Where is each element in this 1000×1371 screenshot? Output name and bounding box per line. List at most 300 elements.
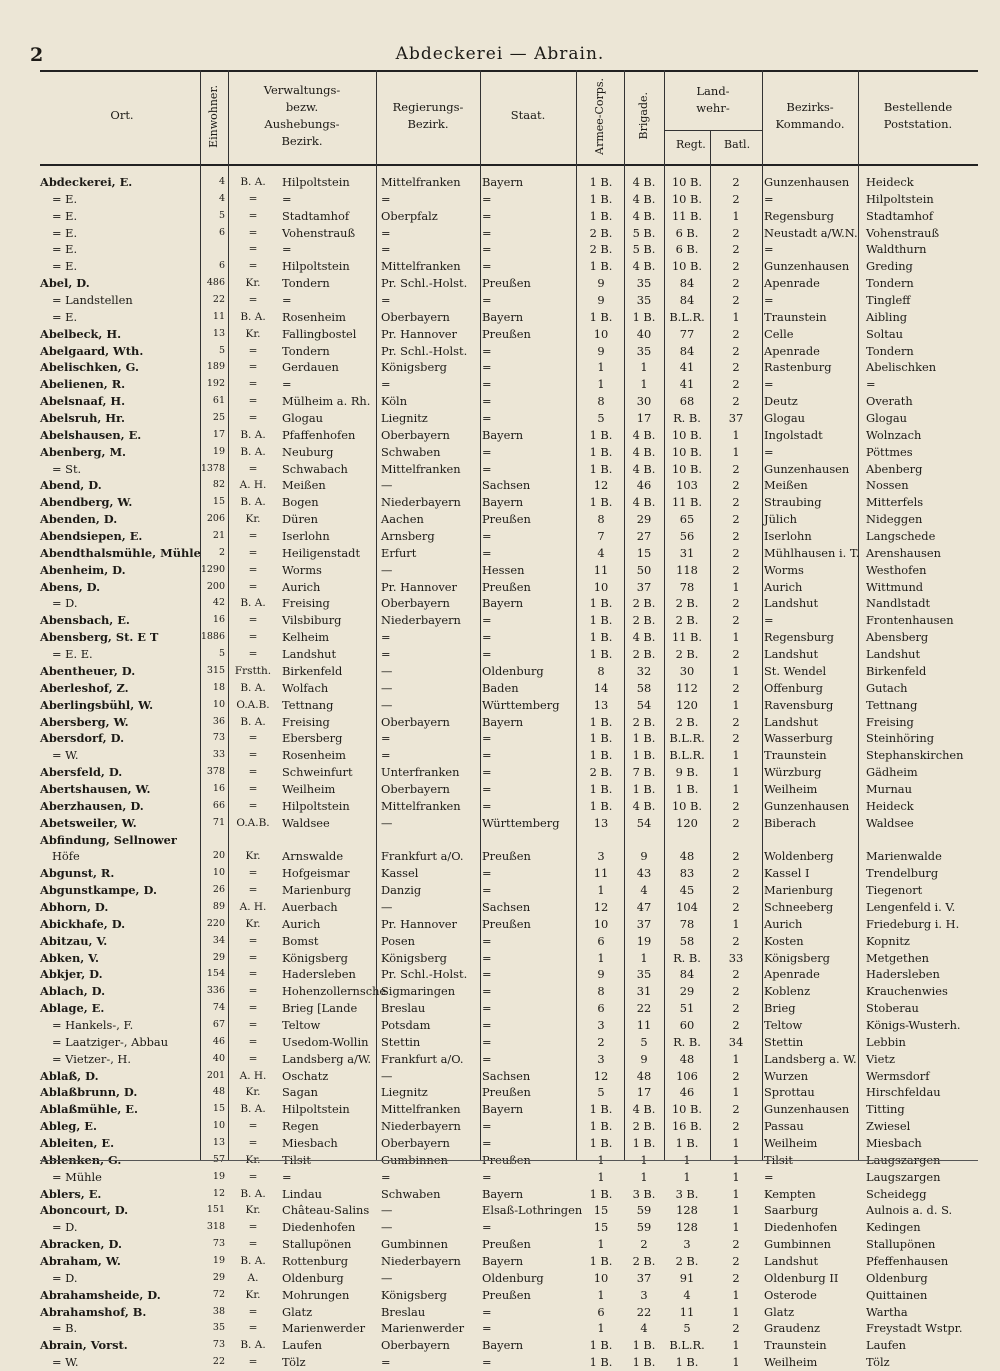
verwaltung-type: = [248, 462, 258, 475]
table-row [0, 1270, 1000, 1287]
verwaltung-type: B. A. [240, 310, 266, 323]
bezirkskommando: Landsberg a. W. [764, 1051, 857, 1066]
armee-corps: 1 B. [589, 714, 613, 729]
table-row [0, 494, 1000, 511]
poststation: Pfeffenhausen [866, 1254, 949, 1268]
table-row [0, 258, 1000, 275]
bezirk: Landsberg a/W. [282, 1051, 372, 1066]
regierungsbezirk: Niederbayern [381, 1119, 461, 1134]
poststation: Gutach [866, 680, 908, 695]
staat: Bayern [482, 175, 524, 189]
regierungsbezirk: Gumbinnen [381, 1152, 448, 1167]
bezirk: Rosenheim [282, 309, 346, 324]
regierungsbezirk: — [381, 680, 393, 695]
landwehr-regiment: 104 [676, 899, 698, 914]
poststation: Tiegenort [866, 883, 923, 898]
table-row [0, 815, 1000, 832]
table-row [0, 1253, 1000, 1270]
regierungsbezirk: Niederbayern [381, 1254, 461, 1268]
bezirkskommando: Aurich [764, 916, 803, 931]
landwehr-regiment: 10 B. [671, 259, 703, 274]
poststation: Tettnang [866, 697, 918, 712]
verwaltung-type: = [248, 985, 258, 998]
brigade: 35 [636, 967, 652, 982]
bezirk: Hohenzollernsche [282, 984, 387, 999]
staat: = [482, 1304, 492, 1319]
place-name: Ablers, E. [40, 1186, 102, 1201]
bezirk: Tondern [282, 343, 330, 358]
landwehr-regiment: 46 [679, 1085, 695, 1100]
bezirkskommando: Kempten [764, 1186, 816, 1201]
armee-corps: 1 B. [589, 495, 613, 510]
place-name: Abersdorf, D. [40, 731, 125, 746]
regierungsbezirk: Pr. Hannover [381, 916, 457, 931]
place-name: = D. [52, 596, 78, 611]
bezirk: Freising [282, 596, 330, 611]
header-kommando: Bezirks- Kommando. [775, 99, 845, 131]
regierungsbezirk: = [381, 377, 391, 392]
armee-corps: 2 B. [589, 765, 613, 780]
verwaltung-type: = [248, 546, 258, 559]
armee-corps: 1 B. [589, 1355, 613, 1370]
bezirkskommando: Landshut [764, 647, 819, 662]
armee-corps: 9 [597, 967, 605, 982]
table-row [0, 1084, 1000, 1101]
verwaltung-type: = [248, 378, 258, 391]
bezirkskommando: Landshut [764, 1254, 819, 1268]
armee-corps: 9 [597, 293, 605, 308]
einwohner-count: 5 [218, 344, 225, 356]
einwohner-count: 71 [212, 816, 225, 828]
place-name: = D. [52, 1220, 78, 1235]
verwaltung-type: Kr. [245, 1204, 261, 1217]
bezirkskommando: Gunzenhausen [764, 798, 850, 813]
table-row [0, 309, 1000, 326]
landwehr-regiment: 11 B. [671, 208, 703, 223]
verwaltung-type: O.A.B. [236, 816, 270, 829]
bezirk: Schwabach [282, 461, 348, 476]
armee-corps: 1 [597, 1321, 605, 1336]
verwaltung-type: = [248, 1018, 258, 1031]
verwaltung-type: = [248, 563, 258, 576]
header-landwehr: Land- wehr- [696, 83, 730, 115]
landwehr-bataillon: 2 [732, 1119, 740, 1134]
bezirk: = [282, 293, 292, 308]
staat: = [482, 242, 492, 257]
verwaltung-type: Kr. [245, 277, 261, 290]
brigade: 4 B. [632, 175, 656, 189]
poststation: Krauchenwies [866, 984, 948, 999]
place-name: Abensberg, St. E T [40, 630, 159, 645]
bezirk: Düren [282, 512, 318, 527]
landwehr-bataillon: 37 [728, 411, 744, 426]
armee-corps: 1 [597, 1287, 605, 1302]
brigade: 4 B. [632, 798, 656, 813]
poststation: Wittmund [866, 579, 924, 594]
verwaltung-type: Frstth. [234, 664, 272, 677]
armee-corps: 1 B. [589, 1102, 613, 1117]
verwaltung-type: B. A. [240, 176, 266, 188]
einwohner-count: 89 [212, 900, 225, 912]
poststation: Wartha [866, 1304, 908, 1319]
table-row [0, 562, 1000, 579]
poststation: Titting [866, 1102, 905, 1117]
poststation: Overath [866, 394, 913, 409]
bezirk: Neuburg [282, 444, 334, 459]
poststation: Marienwalde [866, 849, 942, 864]
einwohner-count: 13 [212, 1136, 225, 1148]
regierungsbezirk: Erfurt [381, 545, 417, 560]
table-row [0, 1337, 1000, 1354]
regierungsbezirk: = [381, 630, 391, 645]
bezirkskommando: Weilheim [764, 1135, 818, 1150]
einwohner-count: 22 [212, 1356, 225, 1368]
place-name: Ableiten, E. [40, 1135, 115, 1150]
regierungsbezirk: = [381, 1355, 391, 1370]
staat: = [482, 461, 492, 476]
place-name: = W. [52, 748, 79, 763]
bezirkskommando: Gumbinnen [764, 1237, 831, 1252]
bezirk: Laufen [282, 1338, 322, 1353]
bezirkskommando: Iserlohn [764, 529, 812, 544]
poststation: Quittainen [866, 1287, 928, 1302]
place-name: Abelbeck, H. [40, 326, 122, 341]
landwehr-regiment: 106 [676, 1068, 698, 1083]
poststation: Kedingen [866, 1220, 921, 1235]
einwohner-count: 67 [212, 1018, 225, 1030]
bezirkskommando: Koblenz [764, 984, 811, 999]
brigade: 59 [636, 1203, 652, 1218]
regierungsbezirk: Pr. Hannover [381, 579, 457, 594]
brigade: 4 B. [632, 1102, 656, 1117]
landwehr-bataillon: 1 [732, 1169, 740, 1184]
landwehr-bataillon: 2 [732, 798, 740, 813]
staat: Bayern [482, 1186, 524, 1201]
landwehr-bataillon: 2 [732, 478, 740, 493]
bezirk: Fallingbostel [282, 326, 357, 341]
regierungsbezirk: Mittelfranken [381, 175, 461, 189]
einwohner-count: 21 [212, 530, 225, 542]
table-row [0, 865, 1000, 882]
place-name: Ablenken, G. [40, 1152, 122, 1167]
brigade: 29 [636, 512, 652, 527]
brigade: 48 [636, 1068, 652, 1083]
brigade: 3 [640, 1287, 648, 1302]
poststation: Abensberg [866, 630, 929, 645]
poststation: Murnau [866, 781, 912, 796]
poststation: Stoberau [866, 1001, 919, 1016]
verwaltung-type: Kr. [245, 850, 261, 863]
einwohner-count: 315 [206, 664, 225, 676]
staat: Preußen [482, 276, 531, 291]
brigade: 43 [636, 866, 652, 881]
bezirkskommando: Ingolstadt [764, 427, 823, 442]
landwehr-bataillon: 2 [732, 1237, 740, 1252]
regierungsbezirk: = [381, 1169, 391, 1184]
landwehr-bataillon: 2 [732, 613, 740, 628]
regierungsbezirk: Mittelfranken [381, 1102, 461, 1117]
bezirkskommando: Diedenhofen [764, 1220, 838, 1235]
table-row [0, 730, 1000, 747]
einwohner-count: 17 [212, 428, 225, 440]
verwaltung-type: = [248, 226, 258, 239]
landwehr-regiment: 1 [683, 1169, 691, 1184]
poststation: Stallupönen [866, 1237, 936, 1252]
poststation: Laufen [866, 1338, 906, 1353]
bezirk: Hilpoltstein [282, 259, 350, 274]
regierungsbezirk: Oberbayern [381, 1135, 450, 1150]
place-name: Abetsweiler, W. [40, 815, 137, 830]
staat: = [482, 950, 492, 965]
poststation: Oldenburg [866, 1270, 928, 1285]
landwehr-regiment: 84 [679, 293, 695, 308]
bezirkskommando: Gunzenhausen [764, 175, 850, 189]
verwaltung-type: = [248, 1002, 258, 1015]
table-row [0, 1236, 1000, 1253]
brigade: 50 [636, 562, 652, 577]
armee-corps: 1 [597, 1152, 605, 1167]
armee-corps: 1 B. [589, 1119, 613, 1134]
regierungsbezirk: — [381, 899, 393, 914]
landwehr-bataillon: 1 [732, 208, 740, 223]
einwohner-count: 38 [212, 1305, 225, 1317]
bezirkskommando: Weilheim [764, 781, 818, 796]
brigade: 4 B. [632, 630, 656, 645]
staat: = [482, 259, 492, 274]
place-name: = D. [52, 1270, 78, 1285]
table-row [0, 1202, 1000, 1219]
brigade: 4 [640, 1321, 648, 1336]
landwehr-bataillon: 2 [732, 731, 740, 746]
brigade: 15 [636, 545, 652, 560]
staat: = [482, 967, 492, 982]
landwehr-bataillon: 2 [732, 225, 740, 240]
einwohner-count: 4 [218, 176, 225, 187]
place-name: Abdeckerei, E. [40, 175, 133, 189]
brigade: 2 B. [632, 1254, 656, 1268]
landwehr-regiment: 84 [679, 967, 695, 982]
landwehr-bataillon: 2 [732, 883, 740, 898]
staat: Preußen [482, 579, 531, 594]
brigade: 37 [636, 579, 652, 594]
verwaltung-type: B. A. [240, 445, 266, 458]
armee-corps: 1 B. [589, 309, 613, 324]
landwehr-bataillon: 2 [732, 1254, 740, 1268]
armee-corps: 9 [597, 343, 605, 358]
armee-corps: 10 [593, 326, 609, 341]
table-row [0, 225, 1000, 242]
table-row [0, 832, 1000, 849]
verwaltung-type: = [248, 243, 258, 256]
place-name: Abersberg, W. [40, 714, 129, 729]
regierungsbezirk: Oberpfalz [381, 208, 438, 223]
staat: Bayern [482, 309, 524, 324]
landwehr-regiment: 16 B. [671, 1119, 703, 1134]
staat: Bayern [482, 1102, 524, 1117]
staat: Oldenburg [482, 1270, 544, 1285]
landwehr-bataillon: 1 [732, 697, 740, 712]
regierungsbezirk: Aachen [381, 512, 424, 527]
place-name: Abitzau, V. [40, 933, 108, 948]
bezirkskommando: Saarburg [764, 1203, 819, 1218]
armee-corps: 10 [593, 1270, 609, 1285]
table-row [0, 629, 1000, 646]
bezirk: Meißen [282, 478, 326, 493]
bezirkskommando: Meißen [764, 478, 808, 493]
bezirk: Vohenstrauß [282, 225, 356, 240]
armee-corps: 8 [597, 394, 605, 409]
bezirk: Hilpoltstein [282, 175, 350, 189]
landwehr-regiment: 2 B. [675, 647, 699, 662]
regierungsbezirk: = [381, 293, 391, 308]
landwehr-regiment: 9 B. [675, 765, 699, 780]
bezirkskommando: Woldenberg [764, 849, 834, 864]
bezirk: Auerbach [282, 899, 338, 914]
landwehr-bataillon: 2 [732, 815, 740, 830]
armee-corps: 1 [597, 377, 605, 392]
place-name: = Hankels-, F. [52, 1017, 134, 1032]
brigade: 22 [636, 1304, 652, 1319]
regierungsbezirk: Oberbayern [381, 309, 450, 324]
verwaltung-type: A. H. [239, 900, 267, 913]
staat: = [482, 647, 492, 662]
staat: = [482, 781, 492, 796]
landwehr-regiment: 2 B. [675, 613, 699, 628]
staat: Preußen [482, 916, 531, 931]
table-row [0, 1186, 1000, 1203]
staat: Bayern [482, 495, 524, 510]
table-row [0, 595, 1000, 612]
regierungsbezirk: Oberbayern [381, 596, 450, 611]
table-row [0, 376, 1000, 393]
landwehr-bataillon: 33 [728, 950, 744, 965]
regierungsbezirk: Gumbinnen [381, 1237, 448, 1252]
landwehr-regiment: 120 [676, 697, 698, 712]
brigade: 1 B. [632, 731, 656, 746]
poststation: Tingleff [866, 293, 911, 308]
einwohner-count: 48 [212, 1086, 225, 1098]
bezirk: Tondern [282, 276, 330, 291]
brigade: 1 B. [632, 309, 656, 324]
regierungsbezirk: Königsberg [381, 1287, 447, 1302]
brigade: 1 B. [632, 1338, 656, 1353]
armee-corps: 1 B. [589, 731, 613, 746]
place-name: Ablaß, D. [40, 1068, 99, 1083]
regierungsbezirk: Mittelfranken [381, 461, 461, 476]
landwehr-regiment: 120 [676, 815, 698, 830]
place-name: = E. [52, 225, 78, 240]
landwehr-regiment: 60 [679, 1017, 695, 1032]
bezirk: Iserlohn [282, 529, 330, 544]
poststation: Landshut [866, 647, 921, 662]
einwohner-count: 42 [212, 597, 225, 609]
place-name: Abgunst, R. [40, 866, 115, 881]
landwehr-bataillon: 2 [732, 1068, 740, 1083]
einwohner-count: 26 [212, 884, 225, 896]
landwehr-regiment: 2 B. [675, 596, 699, 611]
place-name: Ablaßbrunn, D. [40, 1085, 138, 1100]
verwaltung-type: B. A. [240, 1339, 266, 1352]
bezirkskommando: Schneeberg [764, 899, 834, 914]
bezirkskommando: Traunstein [764, 748, 827, 763]
landwehr-regiment: 48 [679, 849, 695, 864]
landwehr-bataillon: 2 [732, 1321, 740, 1336]
landwehr-regiment: 77 [679, 326, 695, 341]
armee-corps: 1 B. [589, 208, 613, 223]
poststation: Scheidegg [866, 1186, 927, 1201]
poststation: Nideggen [866, 512, 923, 527]
bezirkskommando: Würzburg [764, 765, 822, 780]
table-row [0, 612, 1000, 629]
bezirkskommando: = [764, 377, 774, 392]
brigade: 35 [636, 293, 652, 308]
armee-corps: 7 [597, 529, 605, 544]
regierungsbezirk: — [381, 697, 393, 712]
einwohner-count: 206 [206, 513, 225, 525]
landwehr-regiment: 56 [679, 529, 695, 544]
verwaltung-type: B. A. [240, 681, 266, 694]
brigade: 1 [640, 360, 648, 375]
brigade: 4 B. [632, 495, 656, 510]
brigade: 32 [636, 663, 652, 678]
einwohner-count: 73 [212, 732, 225, 744]
poststation: Wermsdorf [866, 1068, 930, 1083]
regierungsbezirk: — [381, 1068, 393, 1083]
einwohner-count: 486 [206, 277, 225, 289]
verwaltung-type: = [248, 614, 258, 627]
landwehr-bataillon: 2 [732, 647, 740, 662]
armee-corps: 1 B. [589, 798, 613, 813]
table-row [0, 966, 1000, 983]
landwehr-regiment: 51 [679, 1001, 695, 1016]
einwohner-count: 189 [206, 361, 225, 373]
armee-corps: 5 [597, 1085, 605, 1100]
bezirkskommando: Passau [764, 1119, 804, 1134]
armee-corps: 1 [597, 950, 605, 965]
landwehr-bataillon: 1 [732, 1085, 740, 1100]
table-row [0, 747, 1000, 764]
brigade: 1 B. [632, 781, 656, 796]
landwehr-bataillon: 1 [732, 427, 740, 442]
landwehr-regiment: B.L.R. [669, 309, 705, 324]
landwehr-regiment: R. B. [673, 950, 701, 965]
landwehr-regiment: 41 [679, 377, 695, 392]
header-ort: Ort. [110, 108, 134, 123]
regierungsbezirk: Oberbayern [381, 714, 450, 729]
landwehr-regiment: 29 [679, 984, 695, 999]
place-name: Abens, D. [40, 579, 101, 594]
bezirkskommando: Oldenburg II [764, 1270, 839, 1285]
staat: Württemberg [482, 815, 560, 830]
place-name: Abfindung, Sellnower [40, 832, 177, 847]
verwaltung-type: = [248, 1322, 258, 1335]
table-row [0, 663, 1000, 680]
staat: Sachsen [482, 1068, 531, 1083]
verwaltung-type: Kr. [245, 1086, 261, 1099]
einwohner-count: 29 [212, 1271, 225, 1283]
armee-corps: 12 [593, 478, 609, 493]
brigade: 9 [640, 849, 648, 864]
place-name: Abenberg, M. [40, 444, 127, 459]
brigade: 9 [640, 1051, 648, 1066]
brigade: 58 [636, 680, 652, 695]
header-regt: Regt. [676, 138, 706, 151]
place-name: Abhorn, D. [40, 899, 109, 914]
landwehr-bataillon: 1 [732, 1135, 740, 1150]
poststation: Trendelburg [866, 866, 939, 881]
armee-corps: 1 B. [589, 1254, 613, 1268]
verwaltung-type: B. A. [240, 1103, 266, 1116]
